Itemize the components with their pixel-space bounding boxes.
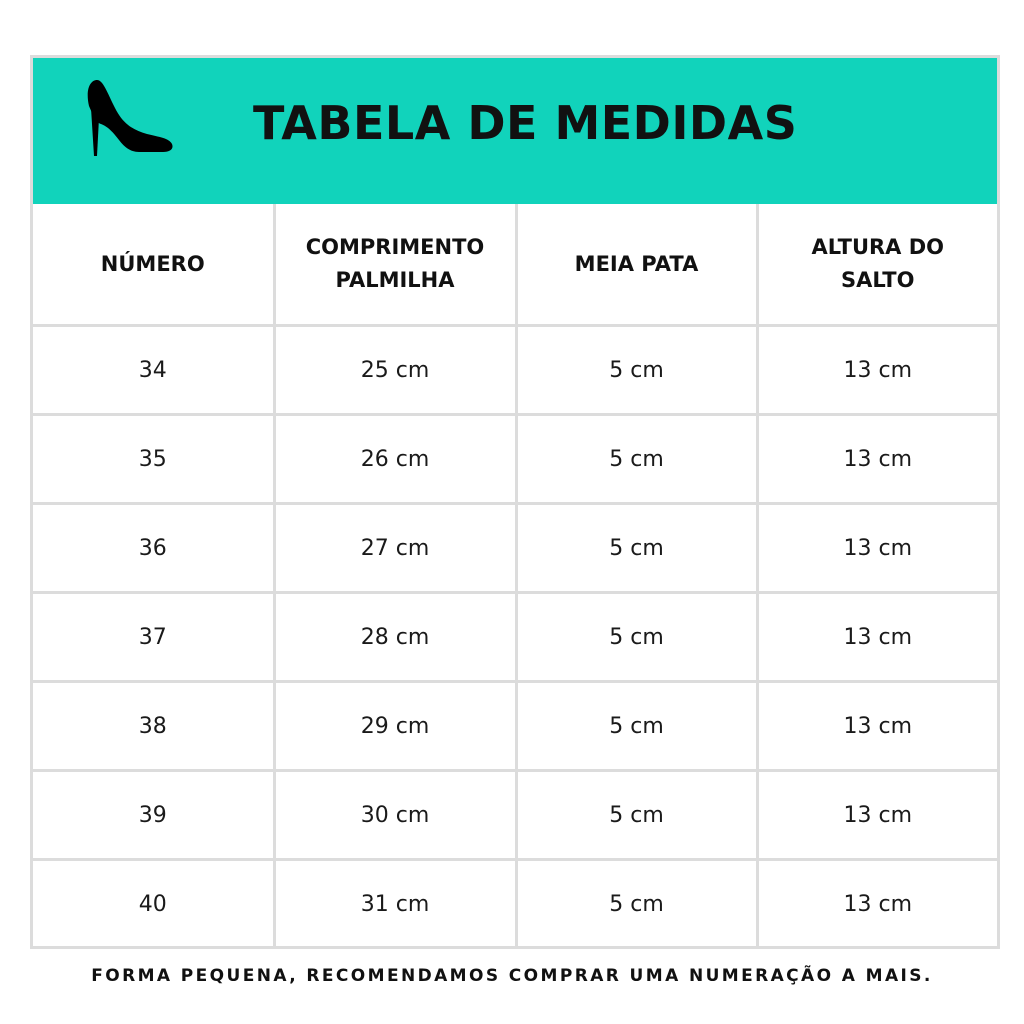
table-row — [33, 593, 997, 682]
cell-comprimento: 30 cm — [274, 771, 516, 860]
cell-meia-pata: 5 cm — [516, 326, 757, 415]
size-chart — [30, 55, 1000, 949]
cell-altura: 13 cm — [757, 504, 997, 593]
column-header-label: PALMILHA — [335, 268, 455, 292]
column-header-label: SALTO — [841, 268, 915, 292]
column-header-label: NÚMERO — [100, 251, 205, 276]
column-header-label: COMPRIMENTO — [305, 235, 485, 259]
cell-comprimento: 31 cm — [274, 860, 516, 948]
cell-numero: 38 — [33, 682, 274, 771]
header-band — [33, 58, 997, 204]
cell-comprimento: 29 cm — [274, 682, 516, 771]
size-table — [33, 204, 997, 947]
cell-comprimento: 28 cm — [274, 593, 516, 682]
column-header-comprimento — [274, 204, 516, 326]
table-row — [33, 860, 997, 948]
cell-comprimento: 26 cm — [274, 415, 516, 504]
cell-numero: 34 — [33, 326, 274, 415]
column-header-altura — [757, 204, 997, 326]
cell-numero: 37 — [33, 593, 274, 682]
column-header-label: ALTURA DO — [811, 235, 945, 259]
header-row — [33, 204, 997, 326]
table-row — [33, 682, 997, 771]
cell-numero: 35 — [33, 415, 274, 504]
cell-numero: 40 — [33, 860, 274, 948]
table-row — [33, 415, 997, 504]
cell-comprimento: 27 cm — [274, 504, 516, 593]
cell-altura: 13 cm — [757, 326, 997, 415]
cell-comprimento: 25 cm — [274, 326, 516, 415]
column-header-numero — [33, 204, 274, 326]
column-header-meia-pata — [516, 204, 757, 326]
cell-altura: 13 cm — [757, 771, 997, 860]
cell-meia-pata: 5 cm — [516, 771, 757, 860]
page-title: TABELA DE MEDIDAS — [253, 96, 798, 150]
cell-meia-pata: 5 cm — [516, 415, 757, 504]
column-header-label: MEIA PATA — [574, 251, 699, 276]
cell-numero: 39 — [33, 771, 274, 860]
cell-meia-pata: 5 cm — [516, 860, 757, 948]
cell-meia-pata: 5 cm — [516, 504, 757, 593]
cell-meia-pata: 5 cm — [516, 682, 757, 771]
cell-altura: 13 cm — [757, 682, 997, 771]
footer-note: FORMA PEQUENA, RECOMENDAMOS COMPRAR UMA NUMERAÇÃO A MAIS. — [91, 966, 933, 986]
table-row — [33, 504, 997, 593]
table-row — [33, 771, 997, 860]
cell-altura: 13 cm — [757, 860, 997, 948]
cell-numero: 36 — [33, 504, 274, 593]
cell-meia-pata: 5 cm — [516, 593, 757, 682]
cell-altura: 13 cm — [757, 415, 997, 504]
table-row — [33, 326, 997, 415]
high-heel-shoe-icon — [81, 78, 177, 162]
cell-altura: 13 cm — [757, 593, 997, 682]
